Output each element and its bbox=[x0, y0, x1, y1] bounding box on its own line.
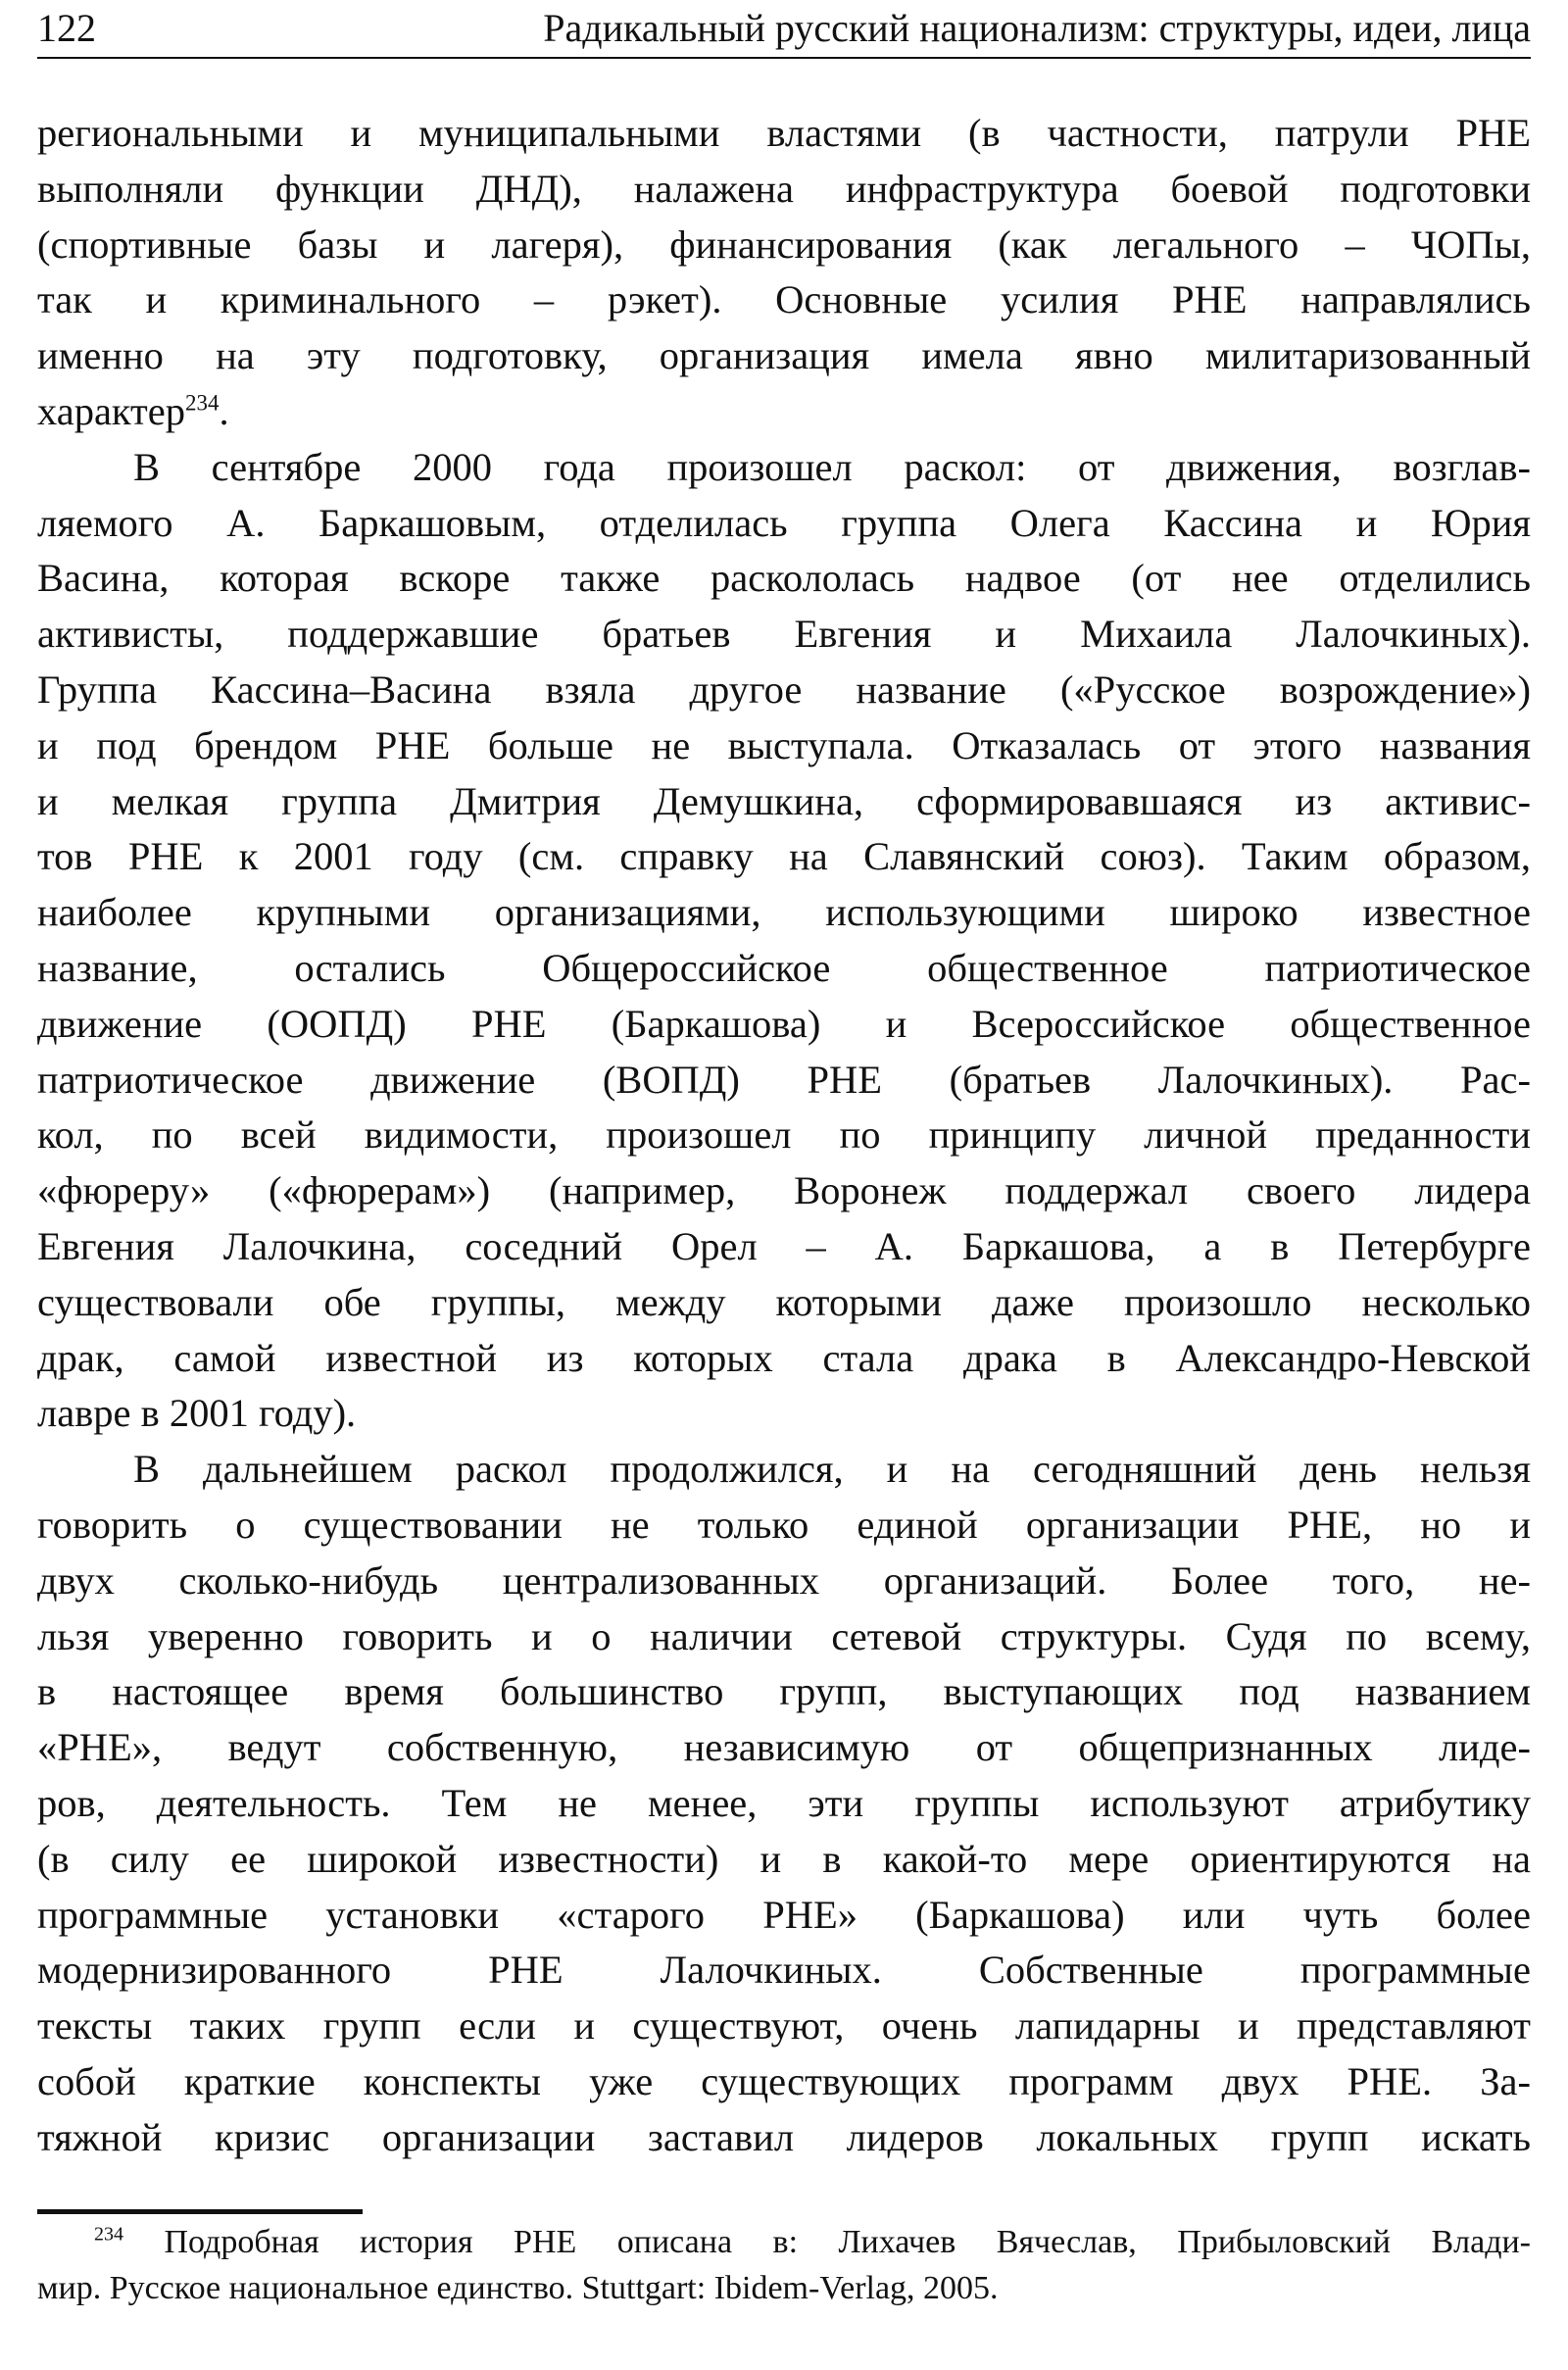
text-line: драк, самой известной из которых стала драка в Александро-Невской bbox=[37, 1335, 1531, 1380]
book-page bbox=[37, 0, 1531, 2370]
text-line: Васина, которая вскоре также раскололась надвое (от нее отделились bbox=[37, 556, 1531, 601]
text-line: движение (ООПД) РНЕ (Баркашова) и Всероссийское общественное bbox=[37, 1001, 1531, 1046]
footnote-divider bbox=[37, 2209, 363, 2214]
main-text bbox=[37, 106, 1531, 2165]
text-line: так и криминального – рэкет). Основные усилия РНЕ направлялись bbox=[37, 277, 1531, 322]
text-line: Группа Кассина–Васина взяла другое название («Русское возрождение») bbox=[37, 667, 1531, 712]
paragraph bbox=[37, 1442, 1531, 2165]
text-line: ров, деятельность. Тем не менее, эти группы используют атрибутику bbox=[37, 1780, 1531, 1825]
text-line: В дальнейшем раскол продолжился, и на сегодняшний день нельзя bbox=[133, 1447, 1531, 1492]
text-line: тексты таких групп если и существуют, очень лапидарны и представляют bbox=[37, 2003, 1531, 2049]
text-line: название, остались Общероссийское общественное патриотическое bbox=[37, 945, 1531, 990]
text-line: (спортивные базы и лагеря), финансирования (как легального – ЧОПы, bbox=[37, 222, 1531, 267]
footnote-number: 234 bbox=[94, 2223, 123, 2246]
text-line: тов РНЕ к 2001 году (см. справку на Славянский союз). Таким образом, bbox=[37, 834, 1531, 879]
text-line: именно на эту подготовку, организация имела явно милитаризованный bbox=[37, 333, 1531, 378]
page-number: 122 bbox=[37, 6, 96, 50]
paragraph bbox=[37, 106, 1531, 440]
text-line: наиболее крупными организациями, использующими широко известное bbox=[37, 890, 1531, 935]
text-line: двух сколько-нибудь централизованных организаций. Более того, не- bbox=[37, 1557, 1531, 1603]
text-line: Евгения Лалочкина, соседний Орел – А. Баркашова, а в Петербурге bbox=[37, 1223, 1531, 1268]
footnote-line: мир. Русское национальное единство. Stuttgart: Ibidem-Verlag, 2005. bbox=[37, 2270, 999, 2306]
running-head bbox=[37, 0, 1531, 59]
footnote-text: Подробная история РНЕ описана в: Лихачев Вячеслав, Прибыловский Влади- bbox=[164, 2224, 1532, 2260]
text-line: модернизированного РНЕ Лалочкиных. Собственные программные bbox=[37, 1948, 1531, 1993]
text-line: ляемого А. Баркашовым, отделилась группа Олега Кассина и Юрия bbox=[37, 500, 1531, 545]
text-line: тяжной кризис организации заставил лидеров локальных групп искать bbox=[37, 2114, 1531, 2159]
text-line: патриотическое движение (ВОПД) РНЕ (братьев Лалочкиных). Рас- bbox=[37, 1057, 1531, 1102]
text-fragment: . bbox=[219, 388, 229, 433]
text-line: кол, по всей видимости, произошел по принципу личной преданности bbox=[37, 1112, 1531, 1158]
text-line: «РНЕ», ведут собственную, независимую от общепризнанных лиде- bbox=[37, 1725, 1531, 1770]
text-line: региональными и муниципальными властями (в частности, патрули РНЕ bbox=[37, 111, 1531, 155]
footnote bbox=[37, 2219, 1531, 2311]
text-line: выполняли функции ДНД), налажена инфраструктура боевой подготовки bbox=[37, 166, 1531, 211]
text-line: активисты, поддержавшие братьев Евгения и Михаила Лалочкиных). bbox=[37, 612, 1531, 657]
text-line: программные установки «старого РНЕ» (Баркашова) или чуть более bbox=[37, 1892, 1531, 1937]
text-line: собой краткие конспекты уже существующих программ двух РНЕ. За- bbox=[37, 2058, 1531, 2103]
paragraph bbox=[37, 440, 1531, 1442]
text-line: и под брендом РНЕ больше не выступала. Отказалась от этого названия bbox=[37, 722, 1531, 767]
text-line: В сентябре 2000 года произошел раскол: от движения, возглав- bbox=[133, 444, 1531, 489]
text-line: и мелкая группа Дмитрия Демушкина, сформировавшаяся из активис- bbox=[37, 778, 1531, 823]
text-fragment: характер bbox=[37, 388, 185, 433]
book-title: Радикальный русский национализм: структуры, идеи, лица bbox=[543, 6, 1531, 50]
text-line bbox=[37, 384, 1531, 440]
text-line: «фюреру» («фюрерам») (например, Воронеж поддержал своего лидера bbox=[37, 1168, 1531, 1213]
text-line: (в силу ее широкой известности) и в какой-то мере ориентируются на bbox=[37, 1836, 1531, 1881]
footnote-reference[interactable]: 234 bbox=[185, 390, 220, 416]
text-line: существовали обе группы, между которыми даже произошло несколько bbox=[37, 1279, 1531, 1324]
text-line: в настоящее время большинство групп, выступающих под названием bbox=[37, 1669, 1531, 1714]
text-line: льзя уверенно говорить и о наличии сетевой структуры. Судя по всему, bbox=[37, 1613, 1531, 1658]
text-line: говорить о существовании не только единой организации РНЕ, но и bbox=[37, 1502, 1531, 1547]
text-line: лавре в 2001 году). bbox=[37, 1391, 357, 1436]
footnote-line bbox=[37, 2219, 1531, 2265]
